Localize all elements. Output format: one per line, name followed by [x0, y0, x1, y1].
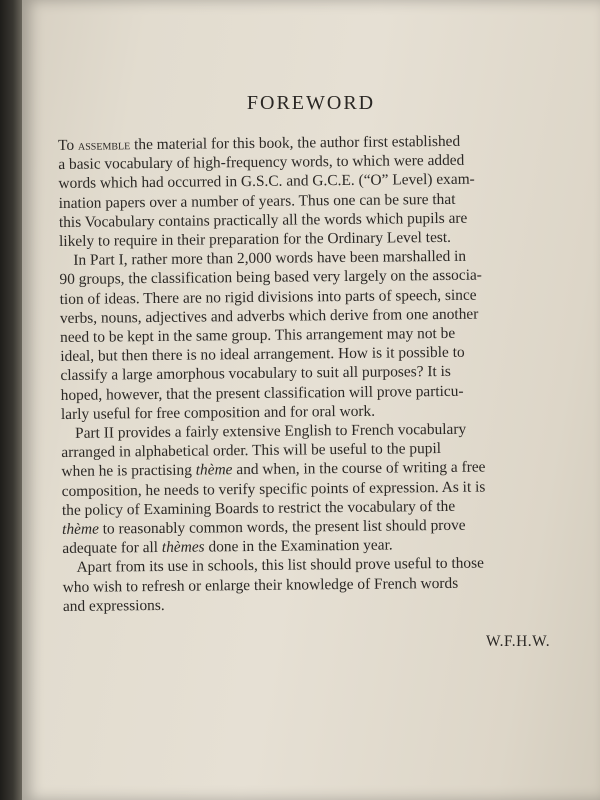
italic-word: thème: [62, 520, 99, 539]
text-line: words which had occurred in G.S.C. and G.C.E. (“O” Level) exam-: [58, 171, 475, 193]
text-line: ination papers over a number of years. Thus one can be sure that: [58, 190, 456, 212]
italic-word: thèmes: [161, 538, 205, 557]
paragraph-2: [59, 246, 567, 424]
text-line: who wish to refresh or enlarge their knowledge of French words: [62, 574, 459, 596]
text-line: arranged in alphabetical order. This will be useful to the pupil: [61, 440, 442, 462]
paragraph-3: [61, 419, 568, 559]
text-line: and expressions.: [62, 596, 165, 615]
text-line: verbs, nouns, adjectives and adverbs which derive from one another: [59, 305, 479, 327]
text-line: 90 groups, the classification being based very largely on the associa-: [59, 266, 482, 289]
book-binding-edge: [0, 0, 22, 800]
text-line: this Vocabulary contains practically all the words which pupils are: [58, 209, 468, 231]
author-signature-initials: W.F.H.W.: [486, 633, 551, 650]
text-line: when he is practising thème and when, in the course of writing a free: [61, 458, 486, 481]
text-line: need to be kept in the same group. This arrangement may not be: [60, 324, 456, 347]
text-line: larly useful for free composition and for oral work.: [60, 402, 376, 423]
text-line: a basic vocabulary of high-frequency words, to which were added: [58, 151, 465, 174]
foreword-body: [58, 131, 569, 616]
paragraph-4: [62, 553, 569, 616]
text-line: ideal, but then there is no ideal arrangement. How is it possible to: [60, 343, 465, 366]
page-title: FOREWORD: [246, 92, 376, 114]
text-line: Apart from its use in schools, this list should prove useful to those: [76, 555, 484, 577]
text-line: classify a large amorphous vocabulary to suit all purposes? It is: [60, 363, 451, 385]
text-line: Part II provides a fairly extensive English to French vocabulary: [75, 420, 467, 442]
text-line: likely to require in their preparation for the Ordinary Level test.: [59, 228, 452, 251]
book-page: [22, 0, 600, 800]
text-line: composition, he needs to verify specific points of expression. As it is: [61, 478, 486, 500]
italic-word: thème: [195, 461, 233, 480]
text-line: the policy of Examining Boards to restrict the vocabulary of the: [61, 497, 456, 519]
text-line: adequate for all thèmes done in the Examination year.: [62, 536, 393, 558]
small-caps-word: assemble: [77, 137, 131, 153]
text-line: In Part I, rather more than 2,000 words have been marshalled in: [73, 247, 467, 270]
paragraph-1: [58, 131, 565, 252]
text-line: thème to reasonably common words, the present list should prove: [62, 516, 466, 539]
text-line: hoped, however, that the present classification will prove particu-: [60, 382, 464, 404]
text-line: tion of ideas. There are no rigid divisions into parts of speech, since: [59, 286, 477, 308]
text-line: To assemble the material for this book, the author first established: [58, 132, 461, 154]
